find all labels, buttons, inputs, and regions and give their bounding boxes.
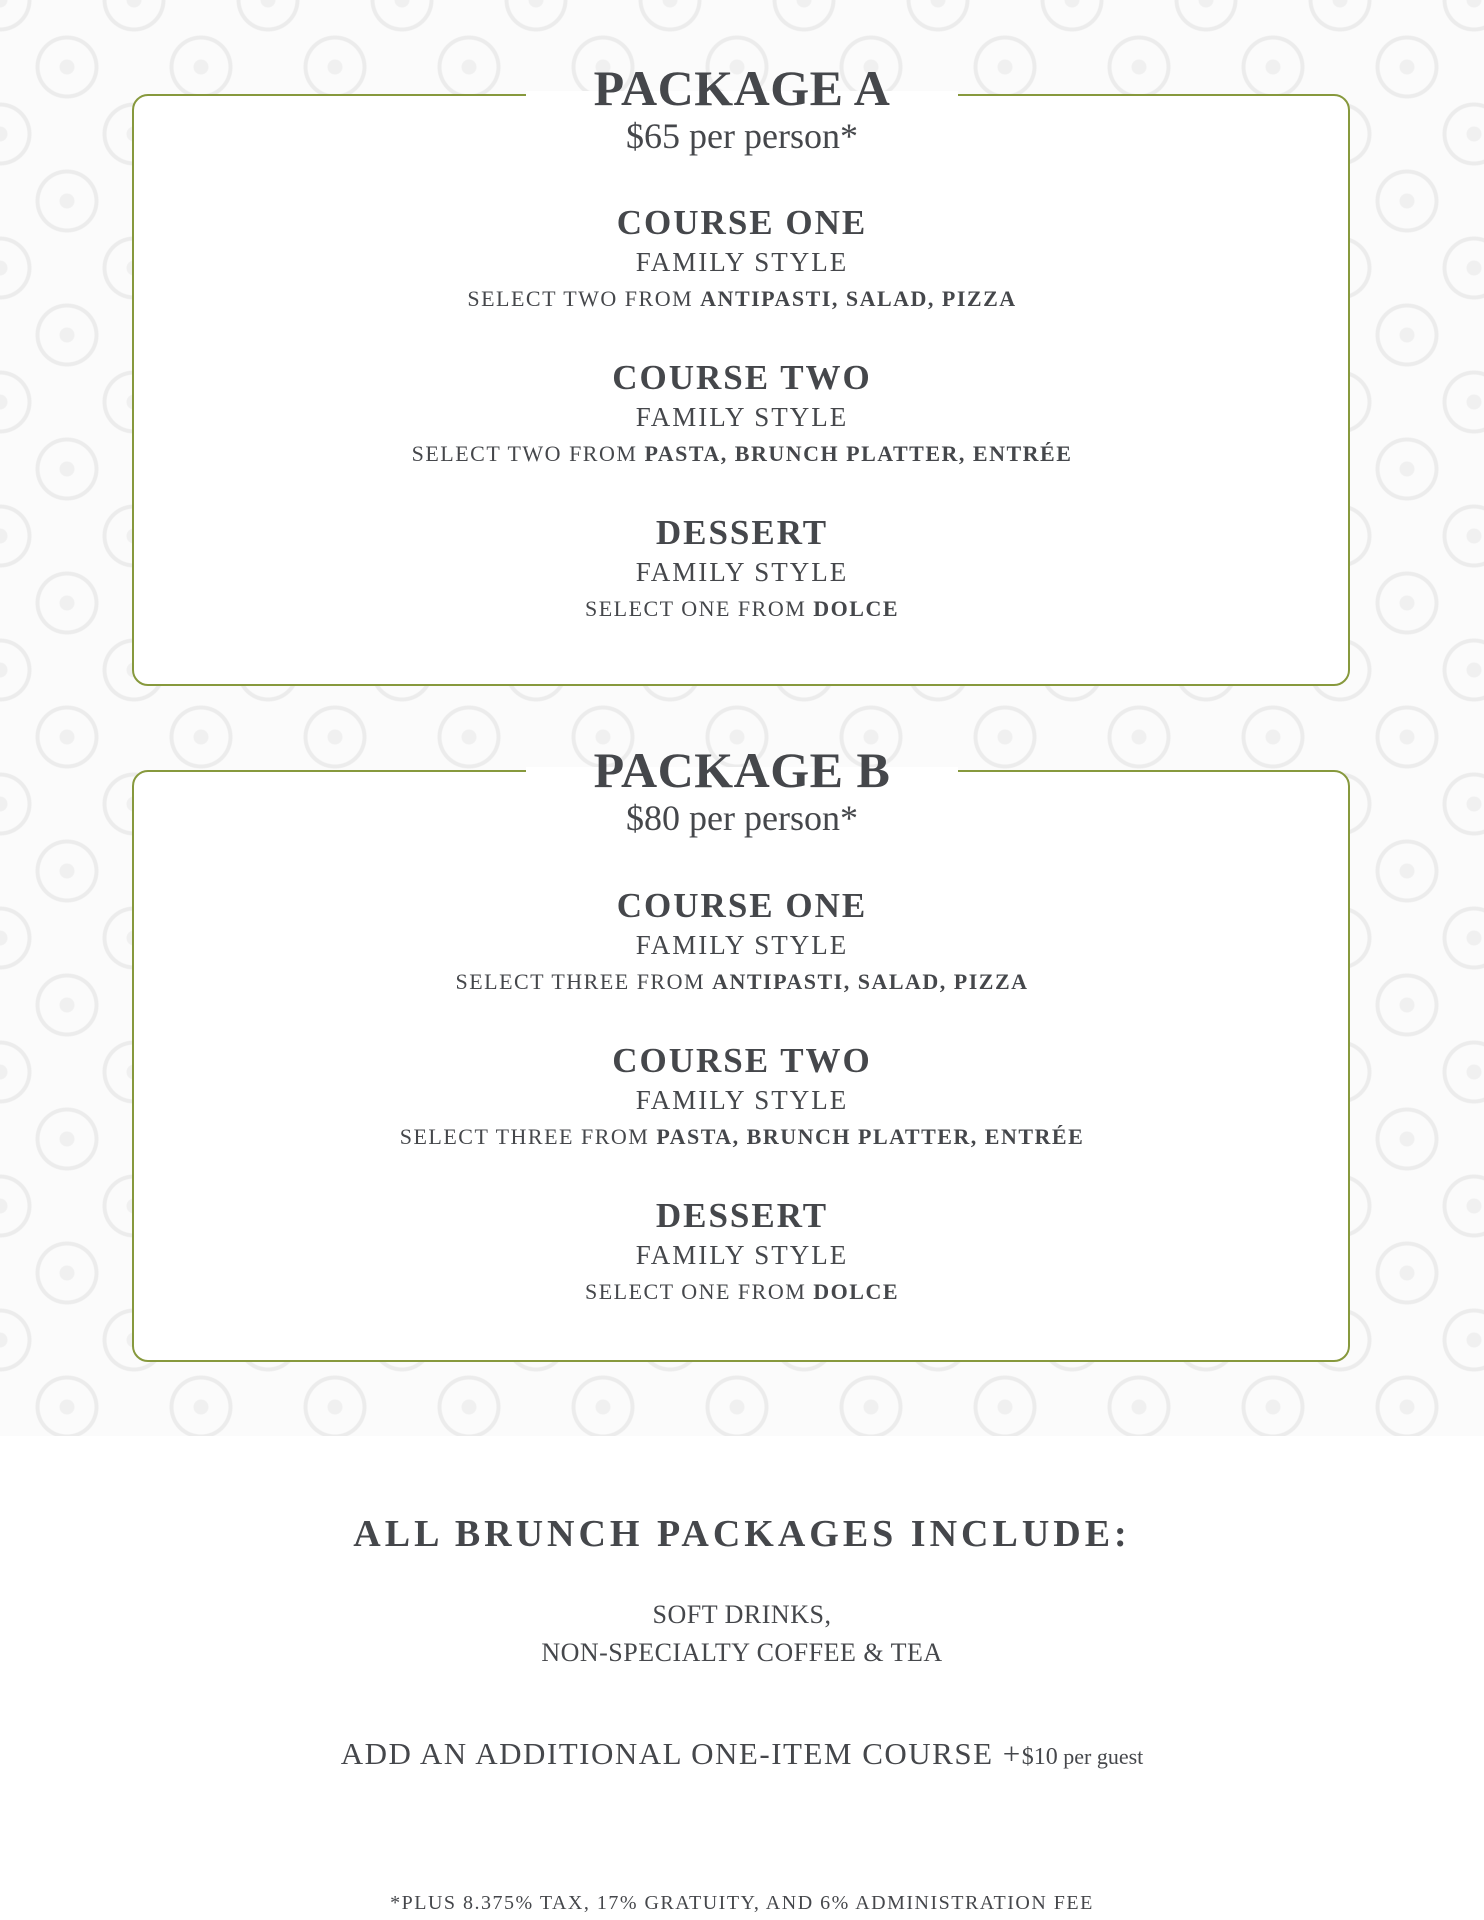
package-price: $80 per person* bbox=[626, 798, 858, 838]
package-b-header bbox=[0, 740, 1484, 840]
course-style: FAMILY STYLE bbox=[635, 557, 849, 587]
selection-prefix: SELECT ONE FROM bbox=[584, 1279, 814, 1304]
selection-items: DOLCE bbox=[813, 1279, 900, 1304]
course-name: COURSE ONE bbox=[616, 203, 868, 242]
selection-prefix: SELECT TWO FROM bbox=[467, 286, 701, 311]
selection-items: ANTIPASTI, SALAD, PIZZA bbox=[700, 286, 1017, 311]
selection-items: ANTIPASTI, SALAD, PIZZA bbox=[712, 969, 1029, 994]
selection-prefix: SELECT ONE FROM bbox=[584, 596, 814, 621]
package-b-course-one bbox=[0, 885, 1484, 999]
course-name: COURSE ONE bbox=[616, 886, 868, 925]
package-a-header bbox=[0, 58, 1484, 158]
includes-title: ALL BRUNCH PACKAGES INCLUDE: bbox=[353, 1513, 1131, 1555]
package-title: PACKAGE B bbox=[593, 742, 891, 798]
course-selection bbox=[0, 1275, 1484, 1309]
package-price: $65 per person* bbox=[626, 116, 858, 156]
package-a-dessert bbox=[0, 512, 1484, 626]
includes-line: NON-SPECIALTY COFFEE & TEA bbox=[541, 1638, 943, 1667]
package-a-course-two bbox=[0, 357, 1484, 471]
addon-text: ADD AN ADDITIONAL ONE-ITEM COURSE + bbox=[340, 1736, 1022, 1771]
course-name: COURSE TWO bbox=[612, 1041, 872, 1080]
package-b-course-two bbox=[0, 1040, 1484, 1154]
includes-line: SOFT DRINKS, bbox=[652, 1600, 832, 1629]
course-name: COURSE TWO bbox=[612, 358, 872, 397]
course-name: DESSERT bbox=[655, 513, 829, 552]
addon-unit: per guest bbox=[1057, 1744, 1144, 1769]
selection-items: DOLCE bbox=[813, 596, 900, 621]
course-style: FAMILY STYLE bbox=[635, 247, 849, 277]
package-b-dessert bbox=[0, 1195, 1484, 1309]
course-style: FAMILY STYLE bbox=[635, 402, 849, 432]
course-selection bbox=[0, 1120, 1484, 1154]
selection-items: PASTA, BRUNCH PLATTER, ENTRÉE bbox=[644, 441, 1073, 466]
addon-offer bbox=[0, 1734, 1484, 1777]
selection-prefix: SELECT THREE FROM bbox=[399, 1124, 657, 1149]
package-a-course-one bbox=[0, 202, 1484, 316]
course-name: DESSERT bbox=[655, 1196, 829, 1235]
course-selection bbox=[0, 437, 1484, 471]
course-style: FAMILY STYLE bbox=[635, 1085, 849, 1115]
selection-items: PASTA, BRUNCH PLATTER, ENTRÉE bbox=[656, 1124, 1085, 1149]
includes-list bbox=[0, 1596, 1484, 1672]
course-selection bbox=[0, 965, 1484, 999]
course-selection bbox=[0, 282, 1484, 316]
package-title: PACKAGE A bbox=[593, 60, 891, 116]
footnote: *PLUS 8.375% TAX, 17% GRATUITY, AND 6% ADMINISTRATION FEE bbox=[390, 1892, 1094, 1914]
course-style: FAMILY STYLE bbox=[635, 1240, 849, 1270]
course-selection bbox=[0, 592, 1484, 626]
selection-prefix: SELECT TWO FROM bbox=[411, 441, 645, 466]
course-style: FAMILY STYLE bbox=[635, 930, 849, 960]
selection-prefix: SELECT THREE FROM bbox=[455, 969, 713, 994]
addon-price: $10 bbox=[1021, 1744, 1058, 1770]
